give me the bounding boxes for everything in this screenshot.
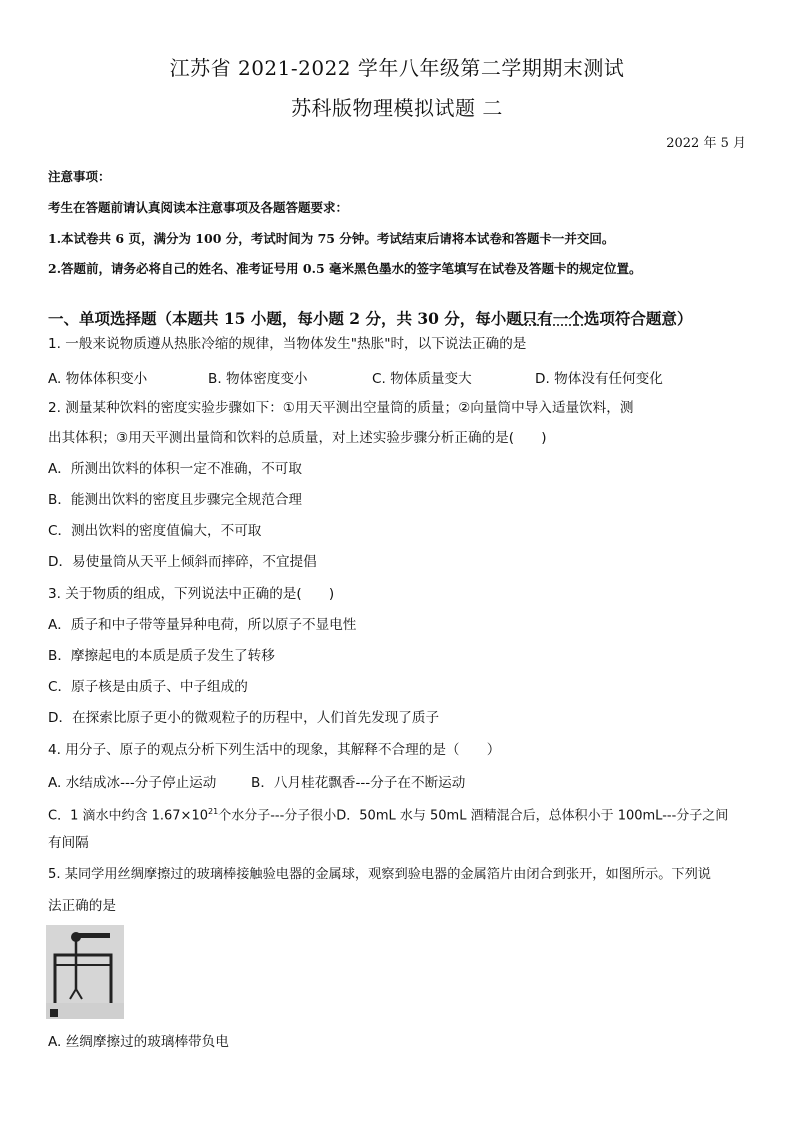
q1-stem: 1. 一般来说物质遵从热胀冷缩的规律，当物体发生"热胀"时，以下说法正确的是 <box>48 336 527 352</box>
exam-subtitle: 苏科版物理模拟试题 二 <box>291 96 503 120</box>
q4-option-c-post: 个水分子---分子很小 <box>218 808 337 824</box>
q2-option-b: B．能测出饮料的密度且步骤完全规范合理 <box>48 492 303 508</box>
figure-stand <box>50 1009 58 1017</box>
q4-option-b: B．八月桂花飘香---分子在不断运动 <box>251 775 466 791</box>
q5-option-a: A. 丝绸摩擦过的玻璃棒带负电 <box>48 1034 229 1050</box>
notice-heading: 注意事项： <box>48 169 111 184</box>
exam-title: 江苏省 2021-2022 学年八年级第二学期期末测试 <box>169 56 625 80</box>
q2-option-d: D．易使量筒从天平上倾斜而摔碎，不宜提倡 <box>48 554 317 570</box>
q2-stem-line-1: 2. 测量某种饮料的密度实验步骤如下：①用天平测出空量筒的质量；②向量筒中导入适量饮料，测 <box>48 400 634 416</box>
section-heading-c: 选项符合题意） <box>583 309 693 328</box>
section-heading-a: 一、单项选择题（本题共 15 小题，每小题 2 分，共 30 分，每小题 <box>48 309 522 328</box>
electroscope-figure <box>46 925 124 1019</box>
q3-option-b: B．摩擦起电的本质是质子发生了转移 <box>48 648 275 664</box>
q2-stem-line-2: 出其体积；③用天平测出量筒和饮料的总质量，对上述实验步骤分析正确的是( ) <box>48 430 547 446</box>
section-heading <box>48 307 692 329</box>
q1-option-c: C. 物体质量变大 <box>372 371 472 387</box>
q2-option-a: A．所测出饮料的体积一定不准确，不可取 <box>48 461 302 477</box>
q4-stem: 4. 用分子、原子的观点分析下列生活中的现象，其解释不合理的是（ ） <box>48 742 501 758</box>
section-heading-b: 只有一个 <box>521 309 584 328</box>
q1-option-a: A. 物体体积变小 <box>48 371 148 387</box>
q4-option-c-pre: C．1 滴水中约含 1.67×10 <box>48 808 208 824</box>
q3-option-c: C．原子核是由质子、中子组成的 <box>48 679 248 695</box>
q5-stem-line-2: 法正确的是 <box>48 898 116 914</box>
q4-option-d-continued: 有间隔 <box>48 835 89 851</box>
q2-option-c: C．测出饮料的密度值偏大，不可取 <box>48 523 262 539</box>
q1-option-d: D. 物体没有任何变化 <box>535 371 663 387</box>
exam-date: 2022 年 5 月 <box>666 136 746 151</box>
q3-option-d: D．在探索比原子更小的微观粒子的历程中，人们首先发现了质子 <box>48 710 440 726</box>
q4-option-a: A. 水结成冰---分子停止运动 <box>48 775 217 791</box>
q3-stem: 3. 关于物质的组成，下列说法中正确的是( ) <box>48 586 335 602</box>
notice-line-1: 考生在答题前请认真阅读本注意事项及各题答题要求： <box>48 200 349 215</box>
q4-option-d: D．50mL 水与 50mL 酒精混合后，总体积小于 100mL---分子之间 <box>336 808 729 824</box>
q4-option-c-exponent: 21 <box>208 807 219 816</box>
notice-line-3: 2.答题前，请务必将自己的姓名、准考证号用 0.5 毫米黑色墨水的签字笔填写在试卷及答题卡的规定位置。 <box>48 261 642 276</box>
notice-line-2: 1.本试卷共 6 页，满分为 100 分，考试时间为 75 分钟。考试结束后请将本试卷和答题卡一并交回。 <box>48 231 615 246</box>
q1-option-b: B. 物体密度变小 <box>208 371 308 387</box>
q4-options-cd <box>48 802 748 826</box>
q3-option-a: A．质子和中子带等量异种电荷，所以原子不显电性 <box>48 617 357 633</box>
q5-stem-line-1: 5. 某同学用丝绸摩擦过的玻璃棒接触验电器的金属球，观察到验电器的金属箔片由闭合到张开，如图所示。下列说 <box>48 867 711 882</box>
